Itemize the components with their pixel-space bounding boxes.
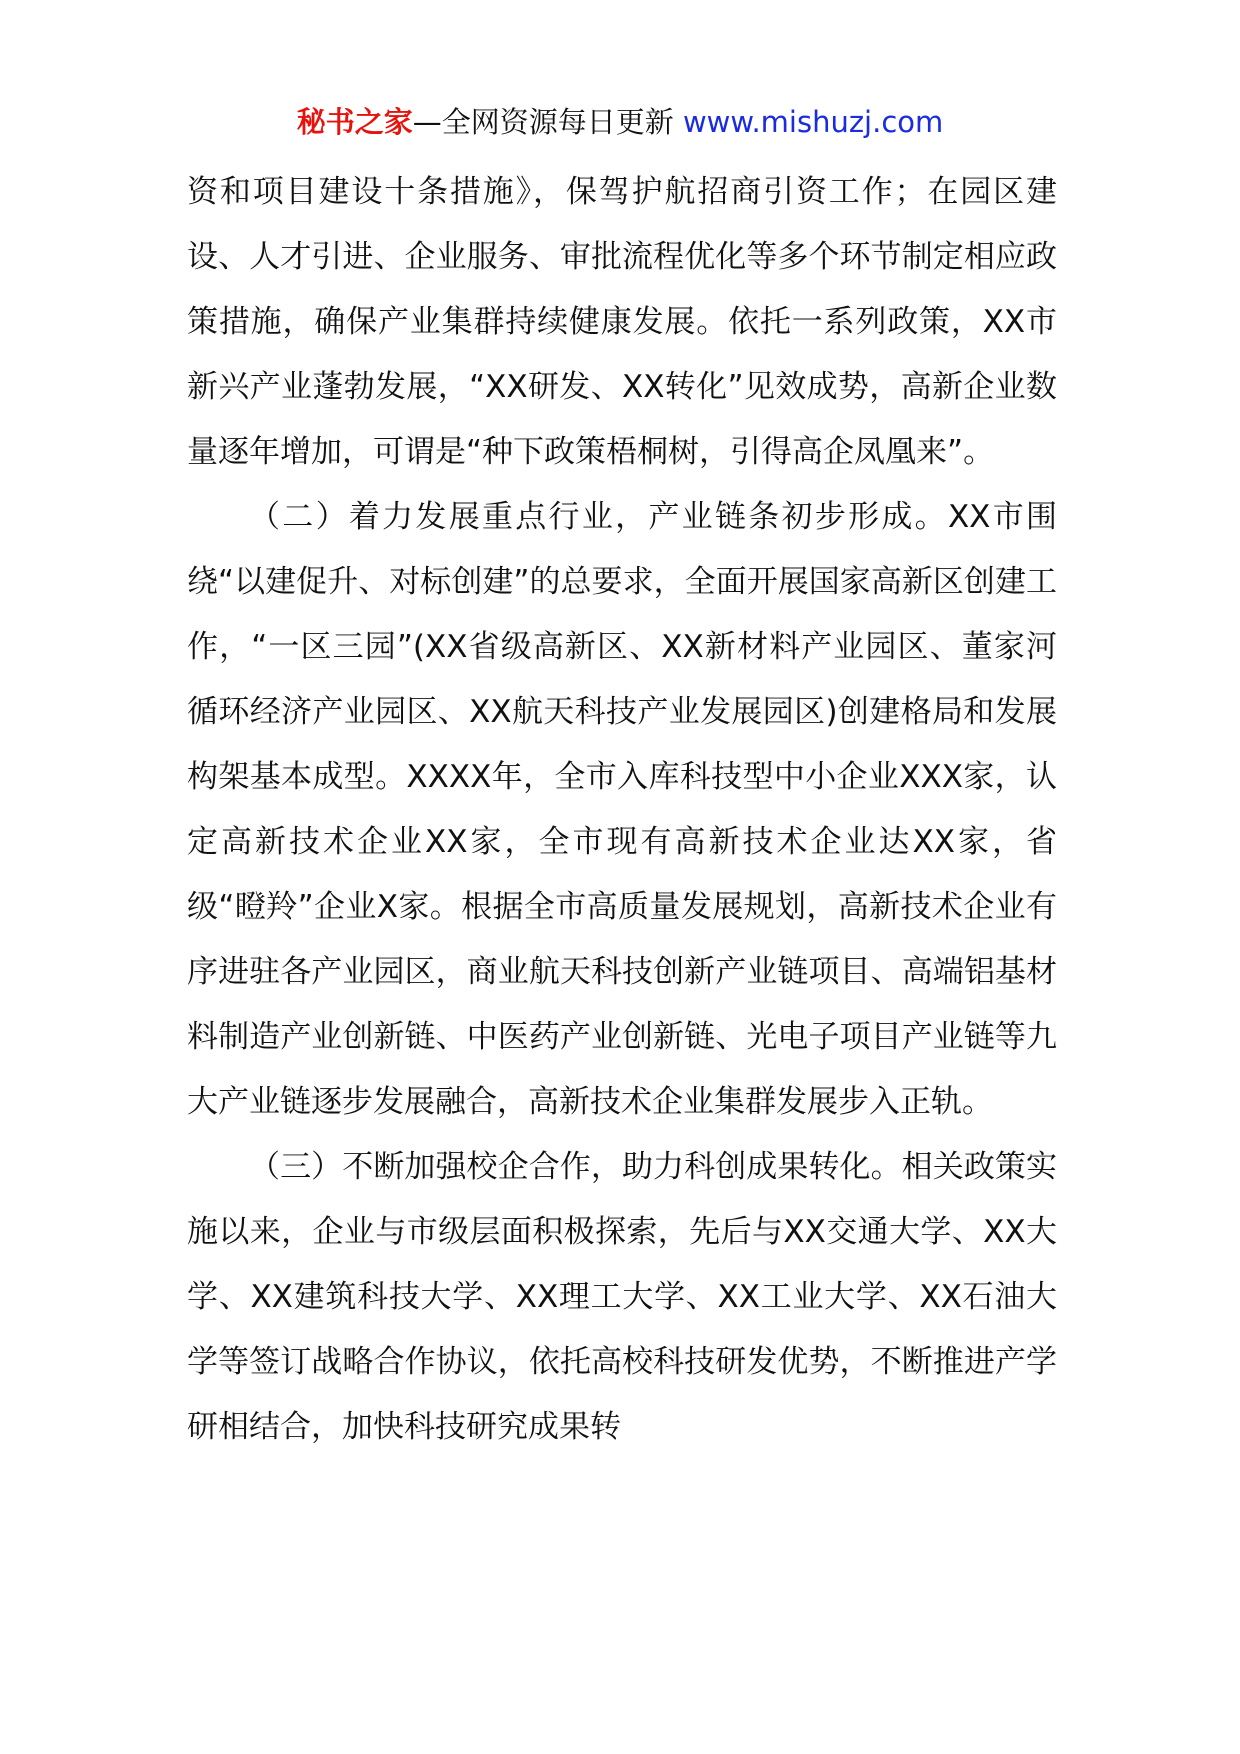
header-tagline: —全网资源每日更新 [412,105,683,139]
paragraph-continued: 资和项目建设十条措施》，保驾护航招商引资工作；在园区建设、人才引进、企业服务、审批流程优化等多个环节制定相应政策措施，确保产业集群持续健康发展。依托一系列政策，XX市新兴产业蓬勃发展，“XX研发、XX转化”见效成势，高新企业数量逐年增加，可谓是“种下政策梧桐树，引得高企凤凰来”。 [187,174,1057,470]
site-header [0,102,1240,142]
document-body [187,160,1057,1460]
paragraph-section-three: （三）不断加强校企合作，助力科创成果转化。相关政策实施以来，企业与市级层面积极探索，先后与XX交通大学、XX大学、XX建筑科技大学、XX理工大学、XX工业大学、XX石油大学等签订战略合作协议，依托高校科技研发优势，不断推进产学研相结合，加快科技研究成果转 [187,1149,1057,1445]
header-url-link[interactable]: www.mishuzj.com [682,105,944,139]
brand-name: 秘书之家 [296,105,413,139]
paragraph-section-two: （二）着力发展重点行业，产业链条初步形成。XX市围绕“以建促升、对标创建”的总要求，全面开展国家高新区创建工作，“一区三园”(XX省级高新区、XX新材料产业园区、董家河循环经济产业园区、XX航天科技产业发展园区)创建格局和发展构架基本成型。XXXX年，全市入库科技型中小企业XXX家，认定高新技术企业XX家，全市现有高新技术企业达XX家，省级“瞪羚”企业X家。根据全市高质量发展规划，高新技术企业有序进驻各产业园区，商业航天科技创新产业链项目、高端铝基材料制造产业创新链、中医药产业创新链、光电子项目产业链等九大产业链逐步发展融合，高新技术企业集群发展步入正轨。 [187,499,1057,1120]
